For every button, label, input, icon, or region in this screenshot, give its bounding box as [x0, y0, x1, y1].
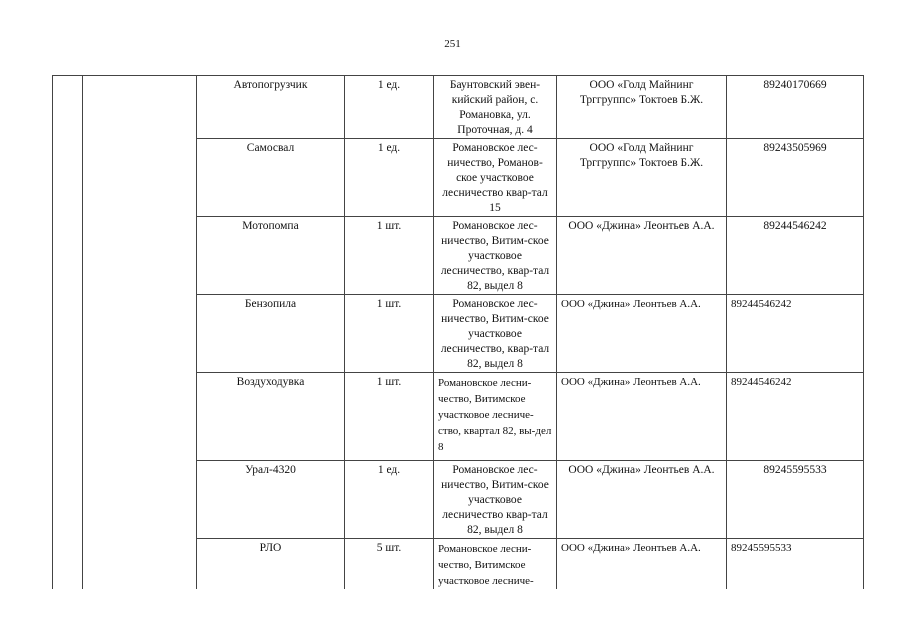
owner-phone: 89245595533 — [727, 539, 864, 590]
equipment-quantity: 1 шт. — [345, 373, 434, 461]
equipment-location: Романовское лесни-чество, Витимское участковое лесниче-ство, квартал 82, вы-дел 8 — [434, 373, 557, 461]
equipment-name: Бензопила — [197, 295, 345, 373]
empty-cell — [53, 76, 83, 590]
equipment-location: Баунтовский эвен-кийский район, с. Романовка, ул. Проточная, д. 4 — [434, 76, 557, 139]
equipment-name: Мотопомпа — [197, 217, 345, 295]
owner-phone: 89244546242 — [727, 217, 864, 295]
equipment-name: РЛО — [197, 539, 345, 590]
equipment-name: Автопогрузчик — [197, 76, 345, 139]
equipment-owner: ООО «Джина» Леонтьев А.А. — [557, 373, 727, 461]
equipment-quantity: 1 ед. — [345, 139, 434, 217]
equipment-location: Романовское лес-ничество, Романов-ское участковое лесничество квар-тал 15 — [434, 139, 557, 217]
equipment-owner: ООО «Джина» Леонтьев А.А. — [557, 217, 727, 295]
equipment-name: Воздуходувка — [197, 373, 345, 461]
equipment-owner: ООО «Джина» Леонтьев А.А. — [557, 539, 727, 590]
owner-phone: 89243505969 — [727, 139, 864, 217]
equipment-quantity: 1 ед. — [345, 461, 434, 539]
equipment-location: Романовское лес-ничество, Витим-ское участковое лесничество, квар-тал 82, выдел 8 — [434, 295, 557, 373]
equipment-name: Самосвал — [197, 139, 345, 217]
empty-cell — [83, 76, 197, 590]
equipment-owner: ООО «Голд Майнинг Трггруппс» Токтоев Б.Ж. — [557, 139, 727, 217]
page-number: 251 — [444, 38, 461, 50]
equipment-owner: ООО «Джина» Леонтьев А.А. — [557, 461, 727, 539]
equipment-name: Урал-4320 — [197, 461, 345, 539]
equipment-location: Романовское лесни-чество, Витимское участковое лесниче- — [434, 539, 557, 590]
table-row — [53, 76, 864, 139]
equipment-quantity: 1 шт. — [345, 217, 434, 295]
owner-phone: 89245595533 — [727, 461, 864, 539]
owner-phone: 89244546242 — [727, 295, 864, 373]
equipment-owner: ООО «Голд Майнинг Трггруппс» Токтоев Б.Ж. — [557, 76, 727, 139]
equipment-location: Романовское лес-ничество, Витим-ское участковое лесничество квар-тал 82, выдел 8 — [434, 461, 557, 539]
equipment-location: Романовское лес-ничество, Витим-ское участковое лесничество, квар-тал 82, выдел 8 — [434, 217, 557, 295]
equipment-table — [52, 75, 864, 589]
owner-phone: 89240170669 — [727, 76, 864, 139]
equipment-quantity: 5 шт. — [345, 539, 434, 590]
equipment-quantity: 1 шт. — [345, 295, 434, 373]
equipment-owner: ООО «Джина» Леонтьев А.А. — [557, 295, 727, 373]
owner-phone: 89244546242 — [727, 373, 864, 461]
equipment-quantity: 1 ед. — [345, 76, 434, 139]
